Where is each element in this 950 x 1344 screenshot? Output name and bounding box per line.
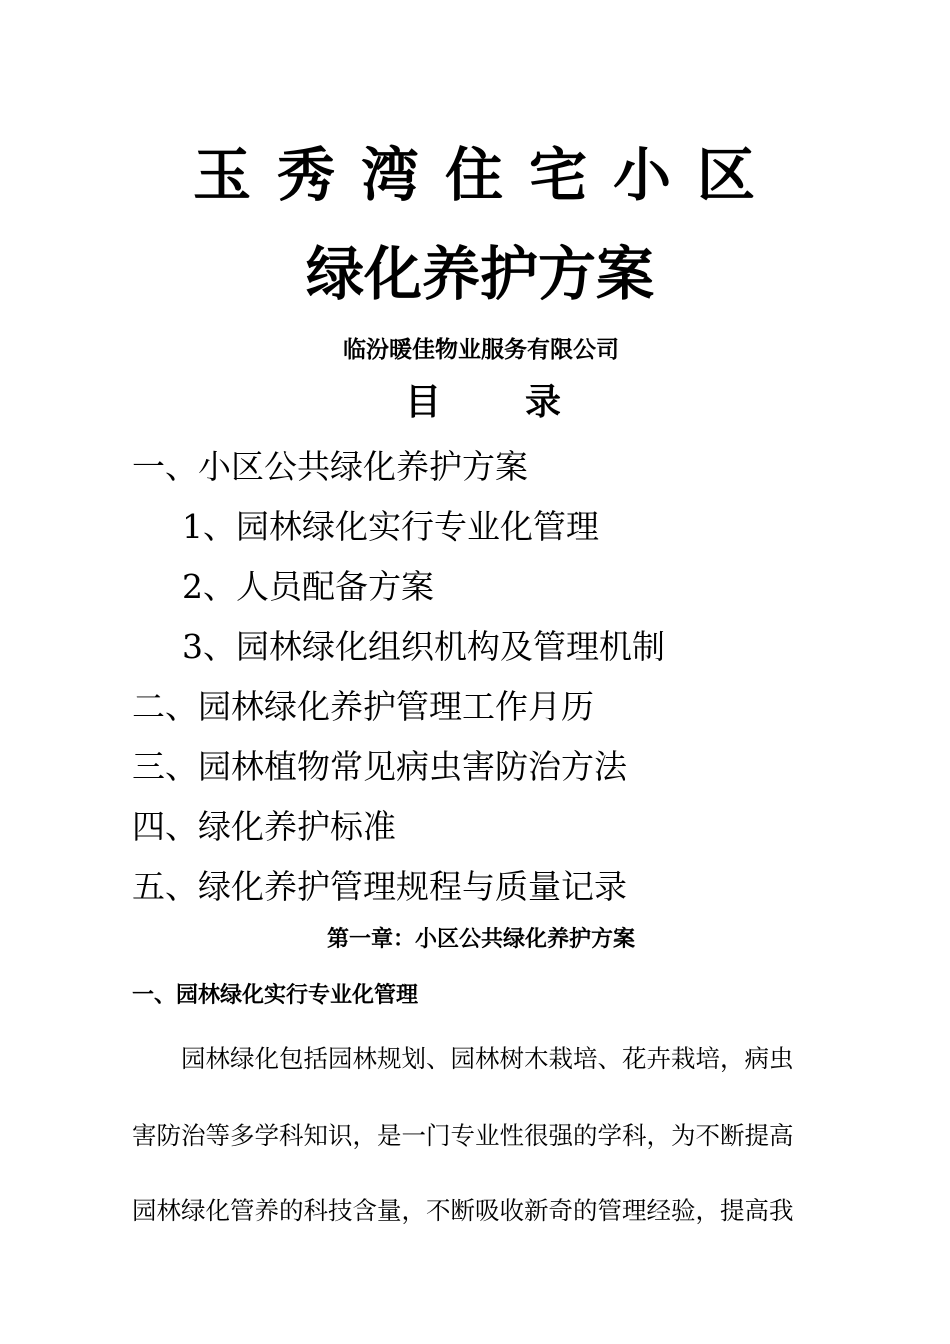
paragraph-line: 园林绿化包括园林规划、园林树木栽培、花卉栽培，病虫 [181, 1044, 794, 1073]
toc-item: 三、园林植物常见病虫害防治方法 [132, 747, 627, 786]
toc-title: 目录 [404, 382, 645, 423]
section-heading: 一、园林绿化实行专业化管理 [132, 983, 419, 1008]
toc-item: 一、小区公共绿化养护方案 [132, 447, 528, 486]
paragraph-line: 害防治等多学科知识，是一门专业性很强的学科，为不断提高 [132, 1121, 794, 1150]
document-title-line2: 绿化养护方案 [305, 240, 654, 308]
chapter-heading: 第一章：小区公共绿化养护方案 [326, 927, 635, 952]
toc-item: 3、园林绿化组织机构及管理机制 [182, 627, 665, 666]
paragraph-line: 园林绿化管养的科技含量，不断吸收新奇的管理经验，提高我 [132, 1196, 794, 1225]
toc-item: 1、园林绿化实行专业化管理 [182, 507, 599, 546]
toc-item: 五、绿化养护管理规程与质量记录 [132, 867, 627, 906]
document-title-line1: 玉秀湾住宅小区 [192, 141, 781, 209]
toc-item: 二、园林绿化养护管理工作月历 [132, 687, 594, 726]
toc-item: 四、绿化养护标准 [132, 807, 396, 846]
company-name: 临汾暖佳物业服务有限公司 [343, 337, 619, 363]
toc-item: 2、人员配备方案 [182, 567, 434, 606]
